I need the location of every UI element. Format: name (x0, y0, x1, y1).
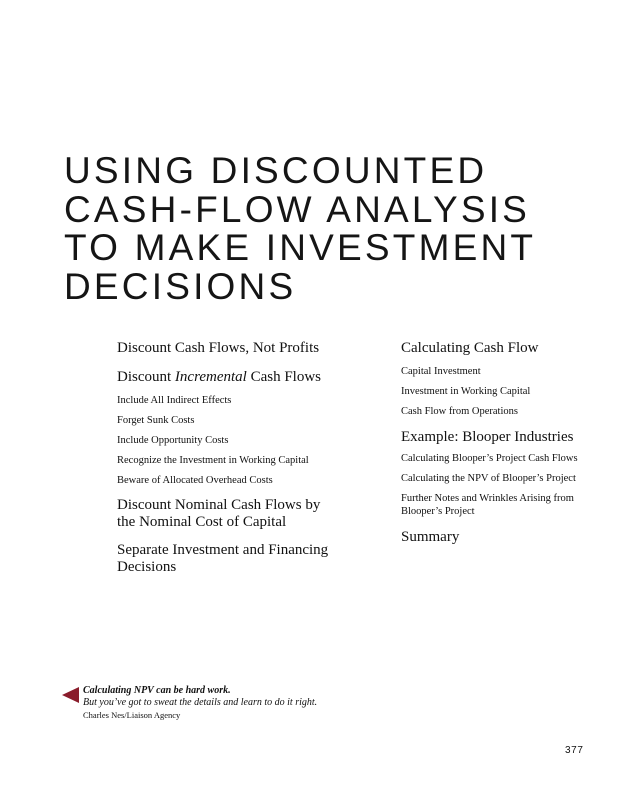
contents-right-column (401, 340, 601, 551)
subsection-blooper-npv: Calculating the NPV of Blooper’s Project (401, 473, 576, 484)
contents-left-column (117, 340, 337, 580)
photo-caption (83, 685, 343, 721)
subsection-further-notes: Further Notes and Wrinkles Arising from Blooper’s Project (401, 493, 574, 517)
incremental-prefix: Discount (117, 368, 175, 385)
chapter-title-line-2: CASH-FLOW ANALYSIS (64, 188, 531, 230)
incremental-suffix: Cash Flows (246, 368, 322, 385)
section-calculating-cash-flow: Calculating Cash Flow (401, 340, 539, 356)
subsection-investment-working-capital: Investment in Working Capital (401, 385, 531, 397)
caption-arrow-icon (62, 687, 79, 703)
subsection-overhead-costs: Beware of Allocated Overhead Costs (117, 475, 273, 486)
section-incremental-cash-flows (117, 369, 337, 386)
subsection-indirect-effects: Include All Indirect Effects (117, 395, 232, 406)
section-separate-decisions: Separate Investment and Financing Decisions (117, 542, 329, 575)
caption-line-1: Calculating NPV can be hard work. (83, 685, 231, 696)
chapter-title-line-3: TO MAKE INVESTMENT (64, 227, 537, 268)
section-example-blooper: Example: Blooper Industries (401, 428, 574, 445)
chapter-title-line-4: DECISIONS (64, 265, 297, 307)
caption-line-2: But you’ve got to sweat the details and learn to do it right. (83, 697, 318, 708)
section-nominal-cash-flows: Discount Nominal Cash Flows by the Nominal Cost of Capital (117, 497, 321, 530)
chapter-title (64, 152, 604, 306)
section-discount-cash-flows: Discount Cash Flows, Not Profits (117, 340, 320, 356)
subsection-blooper-cash-flows: Calculating Blooper’s Project Cash Flows (401, 453, 578, 464)
subsection-capital-investment: Capital Investment (401, 365, 481, 377)
subsection-opportunity-costs: Include Opportunity Costs (117, 435, 229, 446)
section-summary: Summary (401, 529, 460, 545)
subsection-working-capital: Recognize the Investment in Working Capital (117, 455, 309, 466)
caption-credit: Charles Nes/Liaison Agency (83, 710, 181, 720)
chapter-title-line-1: USING DISCOUNTED (64, 150, 488, 191)
incremental-emphasis: Incremental (174, 368, 247, 385)
subsection-cash-flow-operations: Cash Flow from Operations (401, 405, 518, 417)
page-number: 377 (565, 745, 584, 756)
subsection-sunk-costs: Forget Sunk Costs (117, 415, 195, 426)
